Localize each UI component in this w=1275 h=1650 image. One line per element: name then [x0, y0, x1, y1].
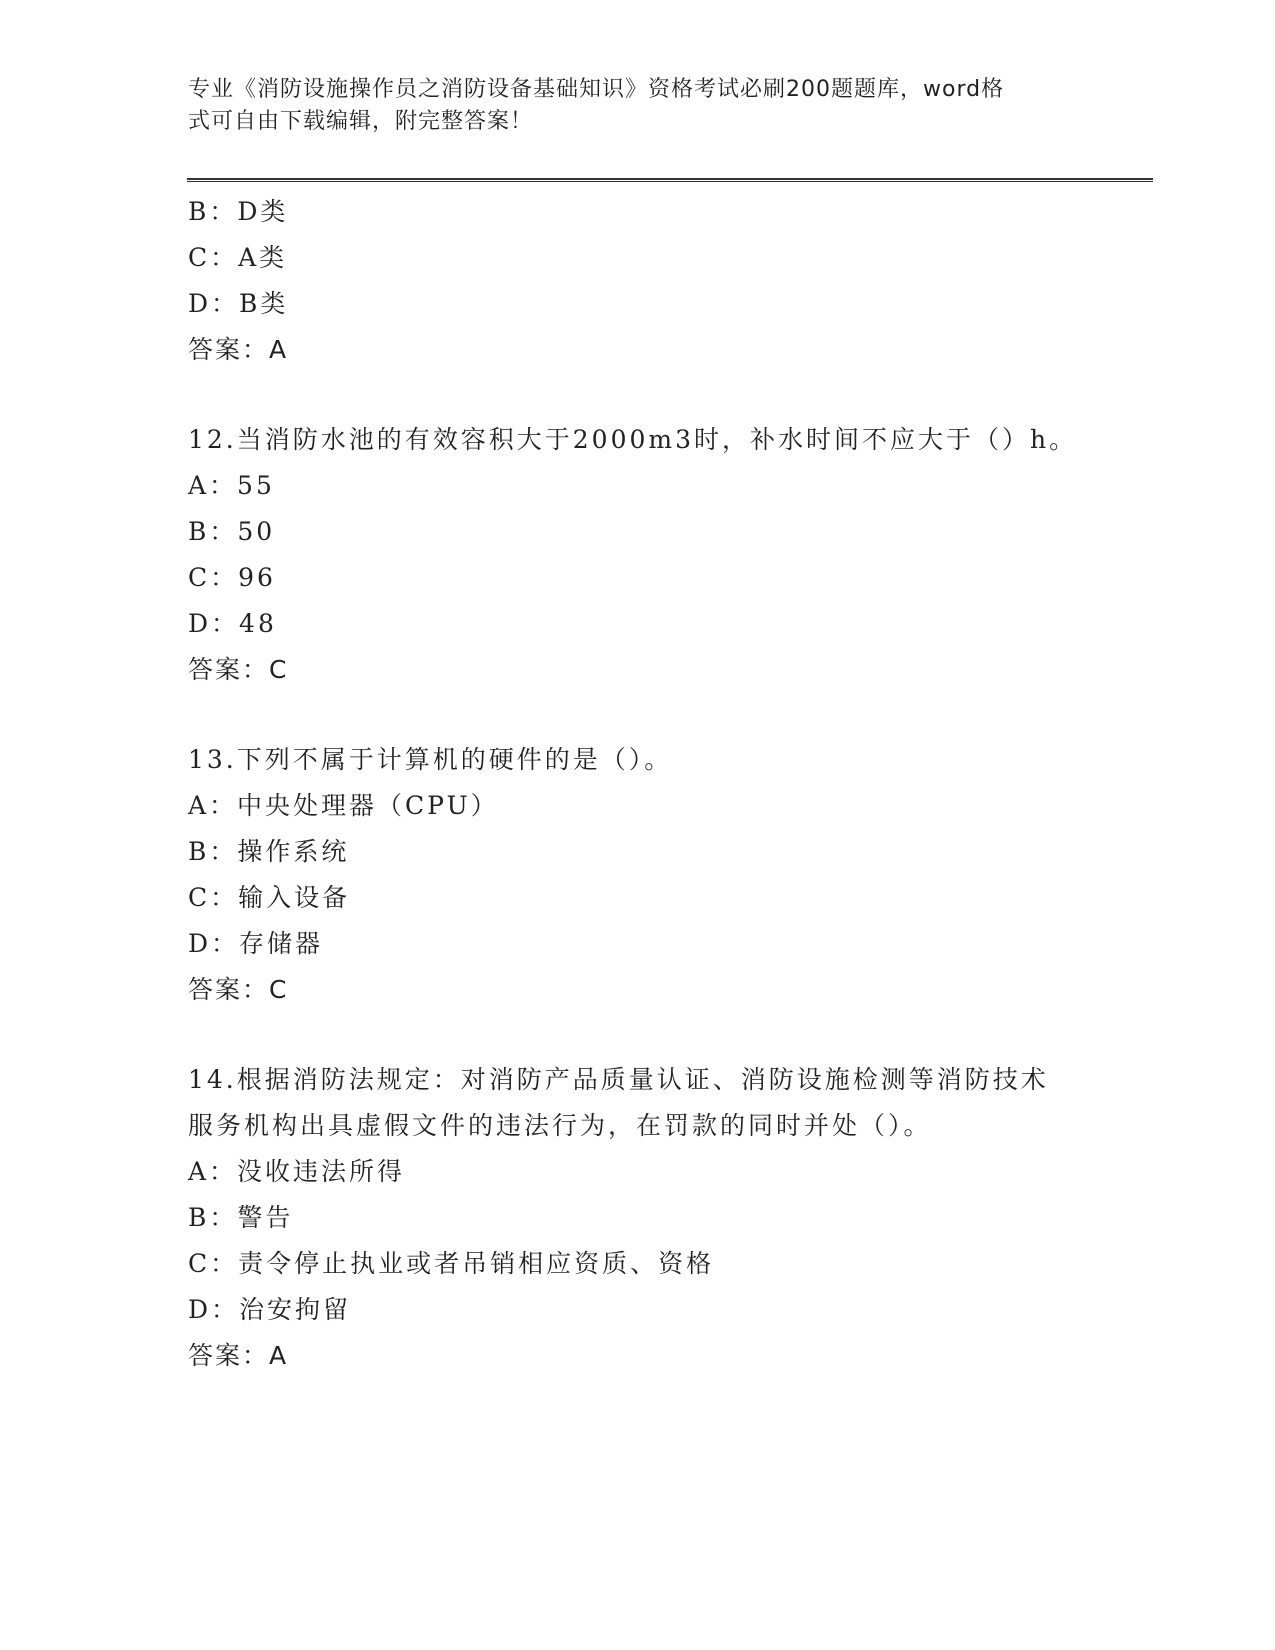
question-list: [188, 189, 1088, 1379]
question-stem: 13.下列不属于计算机的硬件的是（）。: [188, 745, 673, 774]
option-b: B：警告: [188, 1203, 294, 1232]
option-c: C：输入设备: [188, 883, 351, 912]
question-13: [188, 737, 1088, 1013]
option-c: C：责令停止执业或者吊销相应资质、资格: [188, 1249, 715, 1278]
answer: 答案：C: [188, 655, 289, 684]
question-11: [188, 189, 1088, 373]
option-b: B：D类: [188, 197, 289, 226]
option-a: A：没收违法所得: [188, 1157, 406, 1186]
question-12: [188, 417, 1088, 693]
header-line-1: 专业《消防设施操作员之消防设备基础知识》资格考试必刷200题题库，word格: [188, 77, 1005, 102]
answer: 答案：C: [188, 975, 289, 1004]
option-d: D：48: [188, 609, 277, 638]
option-b: B：操作系统: [188, 837, 350, 866]
option-d: D：B类: [188, 289, 289, 318]
question-stem: 12.当消防水池的有效容积大于2000m3时，补水时间不应大于（）h。: [188, 425, 1078, 454]
option-d: D：存储器: [188, 929, 324, 958]
option-a: A：中央处理器（CPU）: [188, 791, 499, 820]
option-a: A：55: [188, 471, 275, 500]
answer: 答案：A: [188, 335, 289, 364]
option-d: D：治安拘留: [188, 1295, 352, 1324]
option-c: C：A类: [188, 243, 288, 272]
option-b: B：50: [188, 517, 276, 546]
option-c: C：96: [188, 563, 276, 592]
page-header: [188, 74, 1068, 138]
answer: 答案：A: [188, 1341, 289, 1370]
question-14: [188, 1057, 1088, 1379]
header-divider: [187, 178, 1153, 182]
header-line-2: 式可自由下载编辑，附完整答案！: [188, 109, 534, 134]
question-stem-line-1: 14.根据消防法规定：对消防产品质量认证、消防设施检测等消防技术: [188, 1065, 1049, 1094]
question-stem-line-2: 服务机构出具虚假文件的违法行为，在罚款的同时并处（）。: [188, 1111, 932, 1140]
